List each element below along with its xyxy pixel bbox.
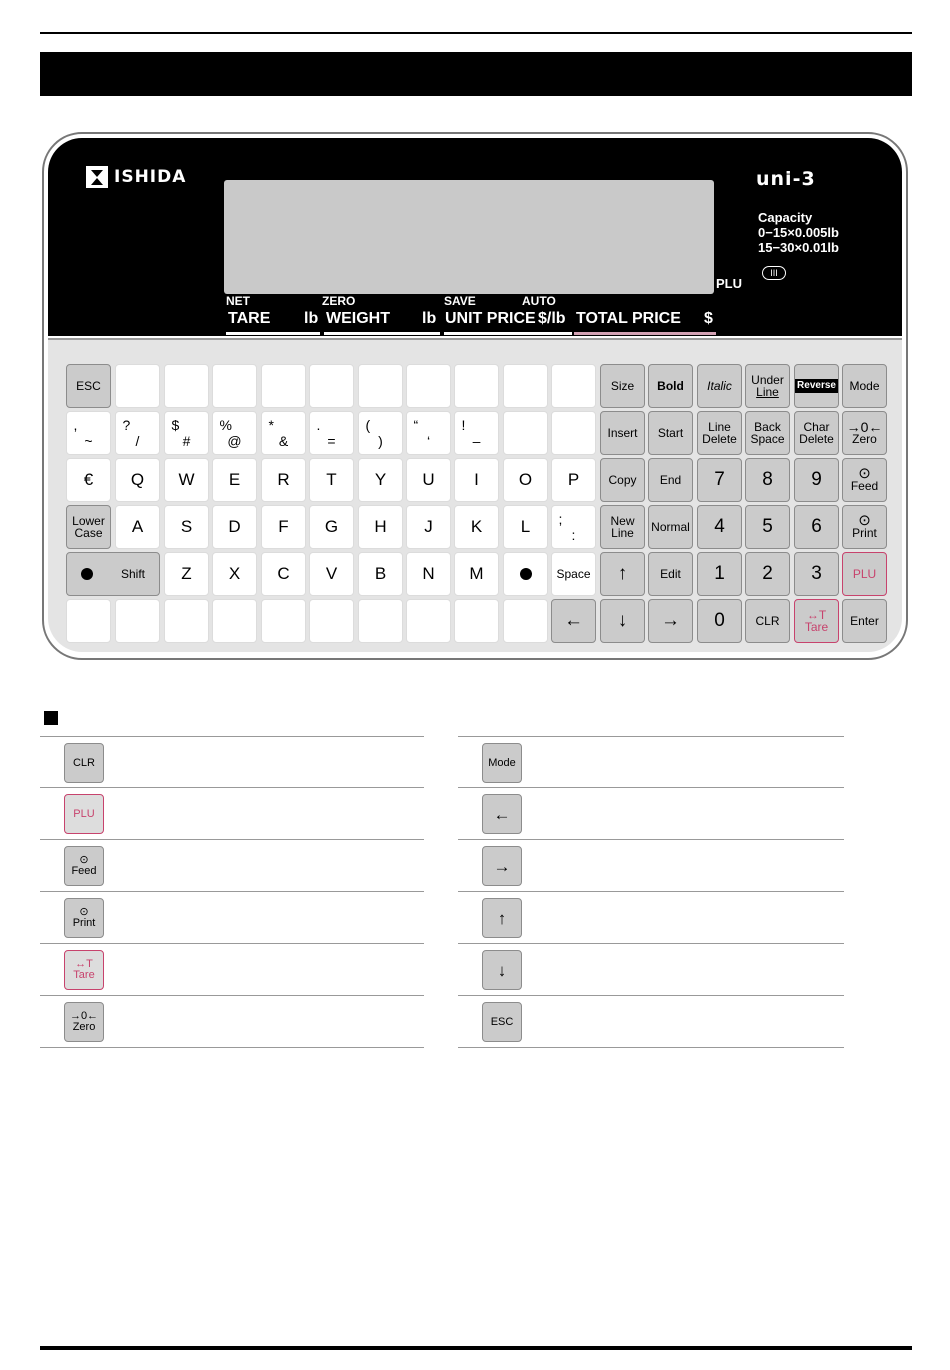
back-space-label-2: Space [750,432,785,446]
symbol-upper: $ [171,417,180,433]
scale-panel [42,132,908,660]
euro-key[interactable]: € [66,458,111,502]
legend-bullet-icon [44,711,58,725]
new-line-label-2: Line [611,526,634,540]
total-price-unit: $ [704,310,713,327]
letter-key-z[interactable]: Z [164,552,209,596]
weight-label: WEIGHT [326,310,390,327]
blank-key[interactable] [503,411,548,455]
zero-key[interactable] [842,411,887,455]
capacity-line-2: 15−30×0.01lb [758,240,839,255]
legend-row [458,996,844,1048]
back-space-label-1: Back [754,420,781,434]
tare-icon: ↔T [75,958,93,970]
blank-key[interactable] [115,599,160,643]
symbol-key[interactable] [261,411,306,455]
new-line-key[interactable] [600,505,645,549]
letter-key-p[interactable]: P [551,458,596,502]
char-delete-key[interactable] [794,411,839,455]
symbol-lower: ‘ [426,433,431,449]
feed-icon: ⊙ [79,854,89,866]
char-delete-label-2: Delete [799,432,834,446]
letter-key-b[interactable]: B [358,552,403,596]
print-key-label: Print [852,526,877,540]
capacity-line-1: 0−15×0.005lb [758,225,839,240]
lower-case-label-2: Case [74,526,103,540]
letter-key-g[interactable]: G [309,505,354,549]
legend-plu-key: PLU [64,794,104,834]
legend-right-arrow-key: → [482,846,522,886]
blank-key[interactable] [164,364,209,408]
line-delete-label-1: Line [708,420,731,434]
symbol-lower: / [135,433,140,449]
numeric-key-7[interactable]: 7 [697,458,742,502]
tare-key-label: Tare [804,620,829,634]
ishida-logo-icon [86,166,108,188]
brand-name: ISHIDA [114,167,187,187]
bullet-key[interactable] [503,552,548,596]
numeric-key-0[interactable]: 0 [697,599,742,643]
letter-key-m[interactable]: M [454,552,499,596]
blank-key[interactable] [551,411,596,455]
tare-underline [226,332,320,335]
legend-row [458,944,844,996]
blank-key[interactable] [212,364,257,408]
legend-esc-key: ESC [482,1002,522,1042]
legend-zero-label: Zero [72,1021,96,1033]
letter-key-k[interactable]: K [454,505,499,549]
legend-print-key [64,898,104,938]
space-key[interactable]: Space [551,552,596,596]
print-icon: ⊙ [79,906,89,918]
symbol-upper: ( [365,417,371,433]
legend-row [40,788,424,840]
start-key[interactable]: Start [648,411,693,455]
symbol-key[interactable] [406,411,451,455]
letter-key-y[interactable]: Y [358,458,403,502]
blank-key[interactable] [358,599,403,643]
insert-key[interactable]: Insert [600,411,645,455]
legend-row [40,892,424,944]
bullet-icon [81,568,93,580]
down-arrow-key[interactable]: ↓ [600,599,645,643]
legend-zero-key [64,1002,104,1042]
legend-down-arrow-key: ↓ [482,950,522,990]
accuracy-class-badge: III [762,266,786,280]
blank-key[interactable] [309,364,354,408]
symbol-lower: @ [227,433,242,449]
blank-key[interactable] [261,364,306,408]
blank-key[interactable] [358,364,403,408]
feed-icon: ⊙ [858,465,871,482]
legend-row [40,840,424,892]
blank-key[interactable] [551,364,596,408]
symbol-lower: = [327,433,336,449]
tare-label: TARE [228,310,271,327]
letter-key-d[interactable]: D [212,505,257,549]
line-delete-key[interactable] [697,411,742,455]
numeric-key-3[interactable]: 3 [794,552,839,596]
letter-key-x[interactable]: X [212,552,257,596]
symbol-lower: # [182,433,191,449]
numeric-key-9[interactable]: 9 [794,458,839,502]
line-delete-label-2: Delete [702,432,737,446]
blank-key[interactable] [406,599,451,643]
numeric-key-5[interactable]: 5 [745,505,790,549]
edit-key[interactable]: Edit [648,552,693,596]
symbol-upper: * [268,417,274,433]
feed-key[interactable] [842,458,887,502]
numeric-key-8[interactable]: 8 [745,458,790,502]
print-key[interactable] [842,505,887,549]
symbol-key[interactable] [454,411,499,455]
model-name: uni-3 [756,168,816,190]
legend-left-arrow-key: ← [482,794,522,834]
numeric-key-2[interactable]: 2 [745,552,790,596]
plu-key[interactable]: PLU [842,552,887,596]
symbol-lower: ~ [84,433,93,449]
letter-key-h[interactable]: H [358,505,403,549]
zero-icon: →0← [846,419,883,435]
left-arrow-key[interactable]: ← [551,599,596,643]
up-arrow-key[interactable]: ↑ [600,552,645,596]
letter-key-e[interactable]: E [212,458,257,502]
zero-key-label: Zero [852,432,877,446]
letter-key-a[interactable]: A [115,505,160,549]
save-indicator: SAVE [444,294,476,308]
unit-price-label: UNIT PRICE [445,310,536,327]
mode-key[interactable]: Mode [842,364,887,408]
unit-price-underline [444,332,572,335]
auto-indicator: AUTO [522,294,556,308]
letter-key-u[interactable]: U [406,458,451,502]
lower-case-label-1: Lower [72,514,105,528]
footer-rule [40,1346,912,1350]
char-delete-label-1: Char [803,420,830,434]
symbol-upper: ! [461,417,466,433]
right-arrow-key[interactable]: → [648,599,693,643]
letter-key-f[interactable]: F [261,505,306,549]
feed-key-label: Feed [850,479,879,493]
total-price-label: TOTAL PRICE [576,310,681,327]
legend-row [458,892,844,944]
tare-unit: lb [304,310,319,327]
net-indicator: NET [226,294,250,308]
symbol-lower: & [278,433,289,449]
numeric-key-6[interactable]: 6 [794,505,839,549]
esc-key[interactable]: ESC [66,364,111,408]
legend-row [40,944,424,996]
clr-key[interactable]: CLR [745,599,790,643]
tare-key[interactable] [794,599,839,643]
letter-key-j[interactable]: J [406,505,451,549]
legend-row [458,736,844,788]
print-icon: ⊙ [858,512,871,529]
capacity-info [758,210,839,255]
bullet-icon [520,568,532,580]
display-area [48,138,902,336]
letter-key-r[interactable]: R [261,458,306,502]
reverse-key[interactable] [794,364,839,408]
enter-key[interactable]: Enter [842,599,887,643]
legend-clr-key: CLR [64,743,104,783]
symbol-lower: ) [378,433,383,449]
symbol-key[interactable] [212,411,257,455]
symbol-key[interactable] [358,411,403,455]
legend-row [458,840,844,892]
zero-indicator: ZERO [322,294,356,308]
symbol-key[interactable] [164,411,209,455]
symbol-upper: , [73,417,78,433]
blank-key[interactable] [454,364,499,408]
normal-key[interactable]: Normal [648,505,693,549]
legend-print-label: Print [72,917,96,929]
blank-key[interactable] [66,599,111,643]
symbol-key[interactable] [115,411,160,455]
section-title-bar [40,52,912,96]
reverse-key-label: Reverse [797,380,836,391]
plu-indicator: PLU [716,276,742,291]
semicolon-key[interactable] [551,505,596,549]
underline-key[interactable] [745,364,790,408]
bold-key[interactable]: Bold [648,364,693,408]
weight-unit: lb [422,310,437,327]
letter-key-i[interactable]: I [454,458,499,502]
symbol-upper: ; [558,511,563,527]
blank-key[interactable] [212,599,257,643]
legend-tare-label: Tare [73,969,95,981]
numeric-key-1[interactable]: 1 [697,552,742,596]
total-price-underline [574,332,716,335]
numeric-key-4[interactable]: 4 [697,505,742,549]
unit-price-unit: $/lb [538,310,566,327]
shift-key-group[interactable] [66,552,160,596]
legend-row [458,788,844,840]
letter-key-l[interactable]: L [503,505,548,549]
legend-up-arrow-key: ↑ [482,898,522,938]
weight-underline [324,332,440,335]
new-line-label-1: New [610,514,635,528]
symbol-lower: – [472,433,481,449]
legend-mode-key: Mode [482,743,522,783]
symbol-key[interactable] [66,411,111,455]
symbol-upper: “ [413,417,419,433]
symbol-key[interactable] [309,411,354,455]
blank-key[interactable] [454,599,499,643]
end-key[interactable]: End [648,458,693,502]
zero-icon: →0← [69,1010,99,1022]
keyboard [48,338,902,652]
blank-key[interactable] [309,599,354,643]
symbol-lower: : [571,527,576,543]
letter-key-q[interactable]: Q [115,458,160,502]
symbol-upper: % [219,417,232,433]
blank-key[interactable] [503,599,548,643]
symbol-upper: . [316,417,321,433]
symbol-upper: ? [122,417,131,433]
blank-key[interactable] [164,599,209,643]
size-key[interactable]: Size [600,364,645,408]
letter-key-t[interactable]: T [309,458,354,502]
capacity-title: Capacity [758,210,813,225]
lower-case-key[interactable] [66,505,111,549]
legend-feed-label: Feed [71,865,97,877]
header-rule [40,32,912,34]
letter-key-n[interactable]: N [406,552,451,596]
letter-key-s[interactable]: S [164,505,209,549]
legend-feed-key [64,846,104,886]
ishida-logo [86,166,186,188]
letter-key-v[interactable]: V [309,552,354,596]
shift-key-label: Shift [120,567,145,581]
underline-key-label-2: Line [756,385,779,399]
blank-key[interactable] [503,364,548,408]
legend-tare-key [64,950,104,990]
copy-key[interactable]: Copy [600,458,645,502]
letter-key-w[interactable]: W [164,458,209,502]
blank-key[interactable] [115,364,160,408]
lcd-screen [224,180,714,294]
blank-key[interactable] [261,599,306,643]
tare-icon: ↔T [806,608,827,622]
letter-key-o[interactable]: O [503,458,548,502]
legend-row [40,996,424,1048]
legend-row [40,736,424,788]
underline-key-label-1: Under [751,373,784,387]
blank-key[interactable] [406,364,451,408]
back-space-key[interactable] [745,411,790,455]
letter-key-c[interactable]: C [261,552,306,596]
italic-key[interactable]: Italic [697,364,742,408]
